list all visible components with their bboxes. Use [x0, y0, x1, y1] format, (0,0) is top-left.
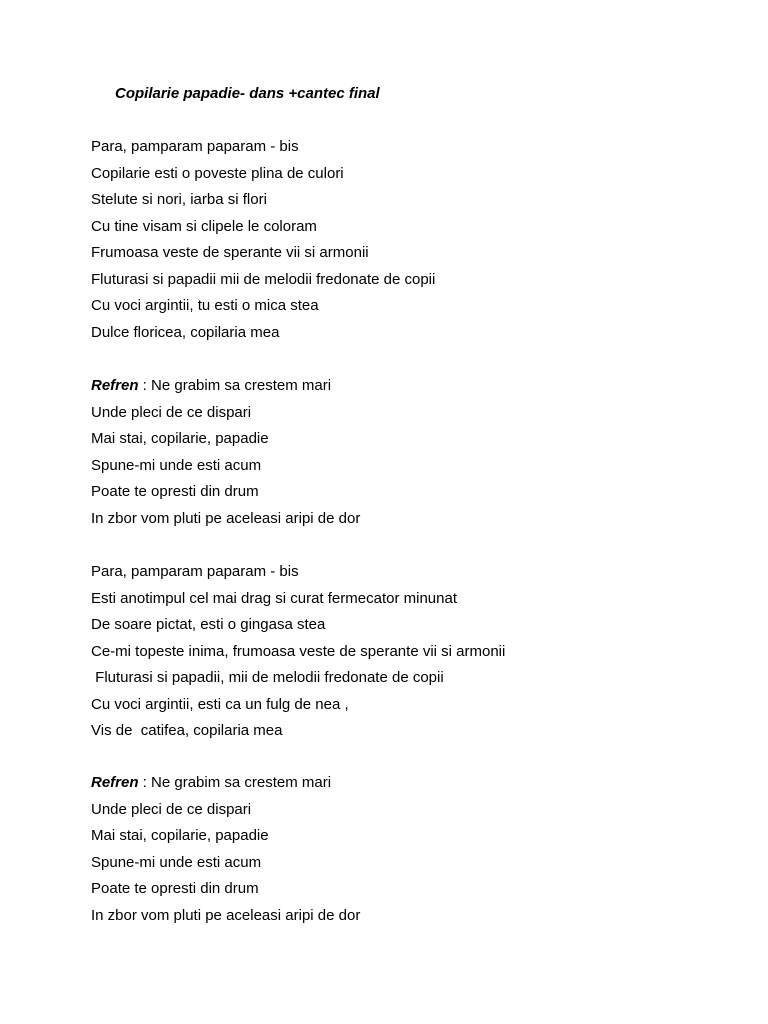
refrain-first-line: [91, 774, 360, 801]
refrain-label: Refren: [91, 774, 139, 791]
refrain-first-line-text: : Ne grabim sa crestem mari: [138, 774, 332, 791]
verse-2: [91, 563, 505, 749]
lyric-line: Unde pleci de ce dispari: [91, 403, 252, 421]
refrain-2: [91, 774, 360, 933]
lyric-line: Cu voci argintii, esti ca un fulg de nea ,: [91, 695, 349, 713]
lyric-line: Mai stai, copilarie, papadie: [91, 430, 269, 447]
lyric-line: Frumoasa veste de sperante vii si armonii: [91, 244, 369, 261]
lyric-line: Fluturasi si papadii mii de melodii fredonate de copii: [91, 270, 436, 288]
song-title: Copilarie papadie- dans +cantec final: [115, 85, 380, 102]
lyric-line: Copilarie esti o poveste plina de culori: [91, 164, 344, 182]
lyric-line: Stelute si nori, iarba si flori: [91, 191, 267, 208]
refrain-label: Refren: [91, 377, 139, 394]
lyric-line: Unde pleci de ce dispari: [91, 800, 252, 818]
lyric-line: Poate te opresti din drum: [91, 483, 259, 500]
lyric-line: Vis de catifea, copilaria mea: [91, 722, 283, 739]
lyric-line: Cu tine visam si clipele le coloram: [91, 217, 317, 235]
lyric-line: Ce-mi topeste inima, frumoasa veste de sperante vii si armonii: [91, 642, 506, 660]
lyric-line: Para, pamparam paparam - bis: [91, 563, 299, 580]
lyric-line: De soare pictat, esti o gingasa stea: [91, 616, 326, 633]
lyric-line: Para, pamparam paparam - bis: [91, 138, 299, 155]
lyric-line: Cu voci argintii, tu esti o mica stea: [91, 297, 319, 314]
lyric-line: Esti anotimpul cel mai drag si curat fermecator minunat: [91, 589, 457, 607]
lyric-line: Dulce floricea, copilaria mea: [91, 323, 280, 341]
lyric-line: Poate te opresti din drum: [91, 880, 259, 897]
verse-1: [91, 138, 435, 350]
lyric-line: Spune-mi unde esti acum: [91, 456, 262, 474]
lyric-line: In zbor vom pluti pe aceleasi aripi de dor: [91, 509, 361, 527]
refrain-first-line-text: : Ne grabim sa crestem mari: [138, 377, 332, 394]
lyric-line: Spune-mi unde esti acum: [91, 853, 262, 871]
lyric-line: Fluturasi si papadii, mii de melodii fredonate de copii: [91, 669, 444, 686]
refrain-first-line: [91, 377, 360, 404]
lyric-line: In zbor vom pluti pe aceleasi aripi de dor: [91, 906, 361, 924]
lyric-line: Mai stai, copilarie, papadie: [91, 827, 269, 844]
refrain-1: [91, 377, 360, 536]
